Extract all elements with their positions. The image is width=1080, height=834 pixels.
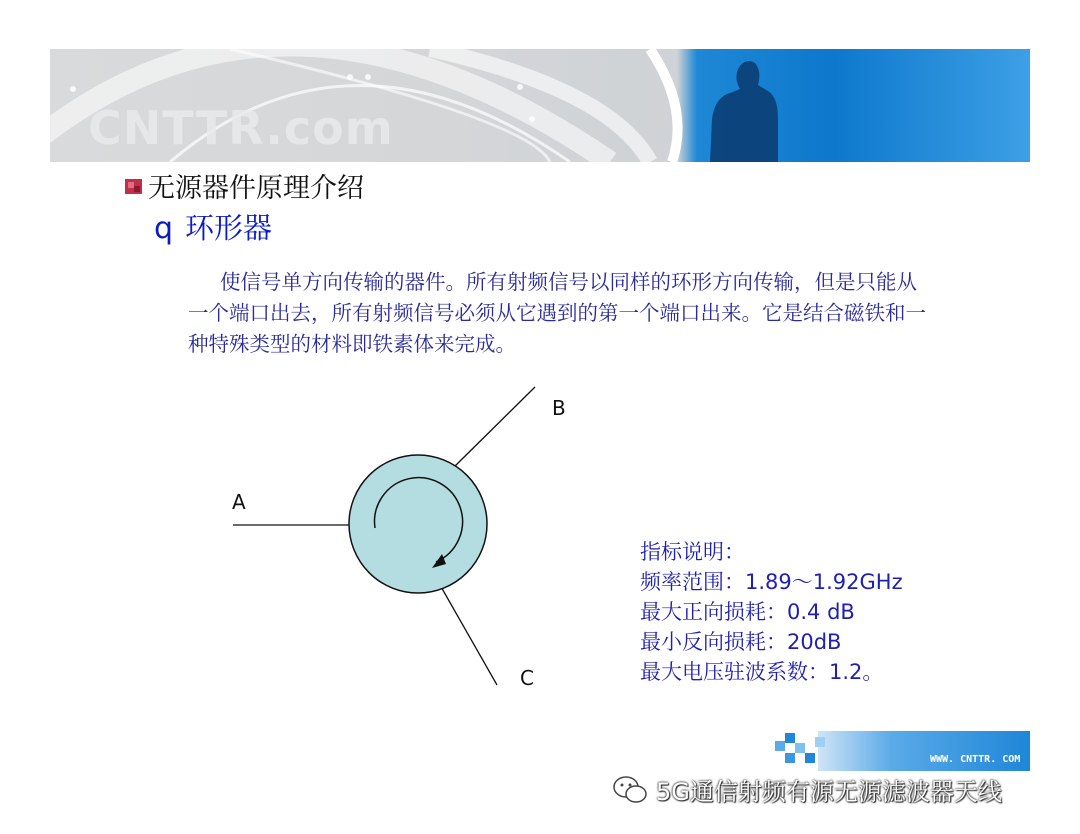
watermark — [612, 772, 1002, 807]
subtitle — [154, 206, 272, 247]
spec-line-forward-loss: 最大正向损耗：0.4 dB — [640, 600, 855, 624]
header-banner — [50, 49, 1030, 162]
bullet-icon — [124, 176, 144, 196]
spec-line-vswr: 最大电压驻波系数：1.2。 — [640, 660, 884, 684]
subtitle-bullet: q — [154, 211, 174, 246]
footer-strip — [818, 731, 1030, 771]
port-c-label: C — [520, 666, 534, 690]
section-title-text: 无源器件原理介绍 — [148, 173, 364, 204]
banner-logo-text: CNTTR.com — [88, 101, 394, 155]
port-a-label: A — [232, 490, 246, 514]
circulator-diagram — [220, 380, 566, 704]
wechat-icon — [612, 775, 648, 805]
section-title — [124, 166, 364, 205]
subtitle-text: 环形器 — [185, 211, 273, 245]
watermark-text: 5G通信射频有源无源滤波器天线 — [656, 778, 1002, 806]
port-c-line — [440, 585, 497, 685]
spec-line-frequency: 频率范围：1.89～1.92GHz — [640, 570, 903, 594]
spec-line-reverse-loss: 最小反向损耗：20dB — [640, 630, 842, 654]
port-b-line — [453, 387, 535, 468]
spec-list — [640, 537, 903, 687]
footer-url: WWW. CNTTR. COM — [930, 754, 1021, 765]
circulator-body — [349, 455, 487, 593]
description-paragraph: 使信号单方向传输的器件。所有射频信号以同样的环形方向传输，但是只能从一个端口出去，所有射频信号必须从它遇到的第一个端口出来。它是结合磁铁和一种特殊类型的材料即铁素体来完成。 — [188, 270, 926, 356]
port-b-label: B — [552, 396, 566, 420]
spec-heading: 指标说明： — [640, 540, 745, 564]
footer-pixel-icon — [775, 733, 835, 773]
circulator-svg — [220, 380, 560, 700]
